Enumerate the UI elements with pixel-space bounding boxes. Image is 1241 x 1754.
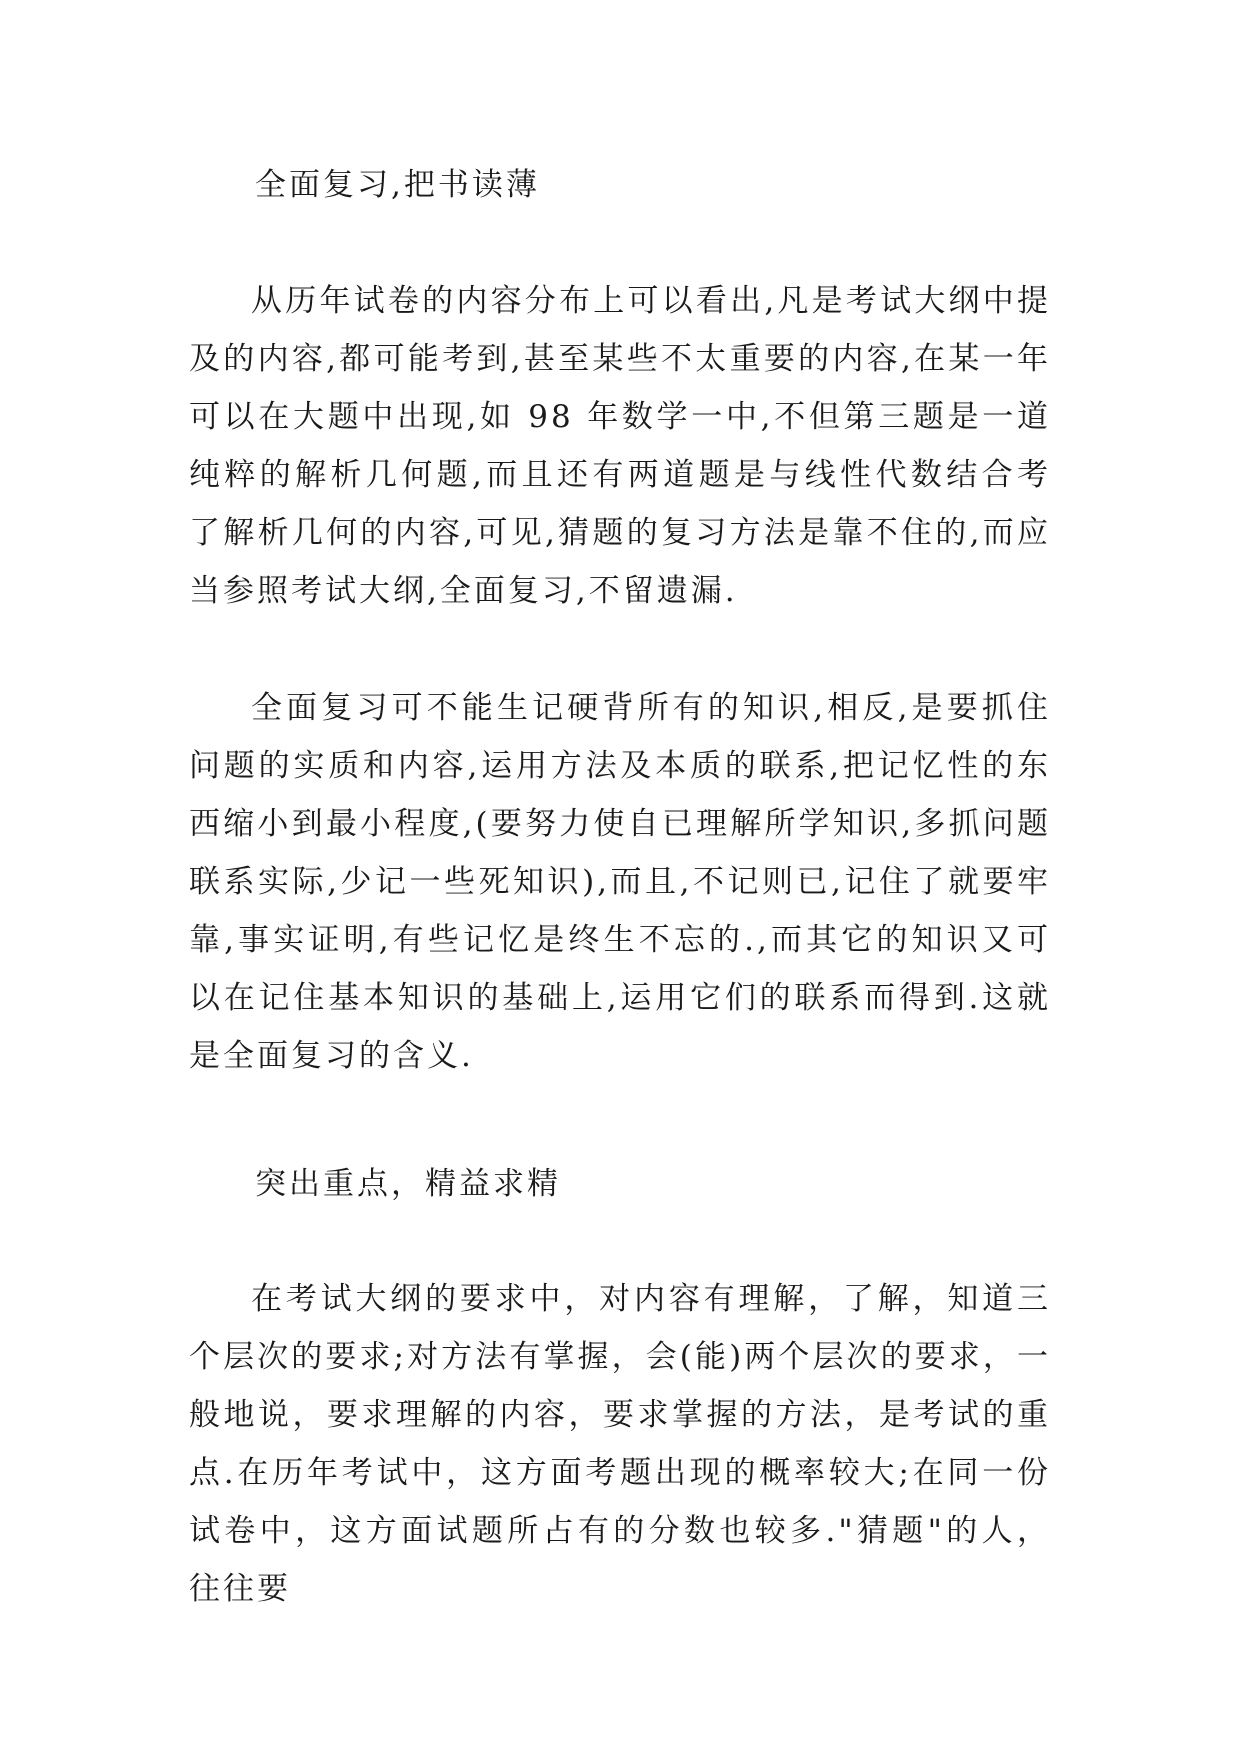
section-heading-focus: 突出重点，精益求精: [255, 1166, 561, 1202]
paragraph-syllabus-coverage: 从历年试卷的内容分布上可以看出,凡是考试大纲中提及的内容,都可能考到,甚至某些不太重要的内容,在某一年可以在大题中出现,如 98 年数学一中,不但第三题是一道纯粹的解析几何题,而且还有两道题是与线性代数结合考了解析几何的内容,可见,猜题的复习方法是靠不住的,而应当参照考试大纲,全面复习,不留遗漏.: [189, 283, 1051, 609]
paragraph-exam-requirements: 在考试大纲的要求中，对内容有理解，了解，知道三个层次的要求;对方法有掌握，会(能)两个层次的要求，一般地说，要求理解的内容，要求掌握的方法，是考试的重点.在历年考试中，这方面考题出现的概率较大;在同一份试卷中，这方面试题所占有的分数也较多."猜题"的人，往往要: [189, 1281, 1051, 1607]
paragraph-comprehensive-review: 全面复习可不能生记硬背所有的知识,相反,是要抓住问题的实质和内容,运用方法及本质的联系,把记忆性的东西缩小到最小程度,(要努力使自已理解所学知识,多抓问题联系实际,少记一些死知识),而且,不记则已,记住了就要牢靠,事实证明,有些记忆是终生不忘的.,而其它的知识又可以在记住基本知识的基础上,运用它们的联系而得到.这就是全面复习的含义.: [189, 690, 1051, 1074]
section-heading-review: 全面复习,把书读薄: [255, 167, 540, 203]
